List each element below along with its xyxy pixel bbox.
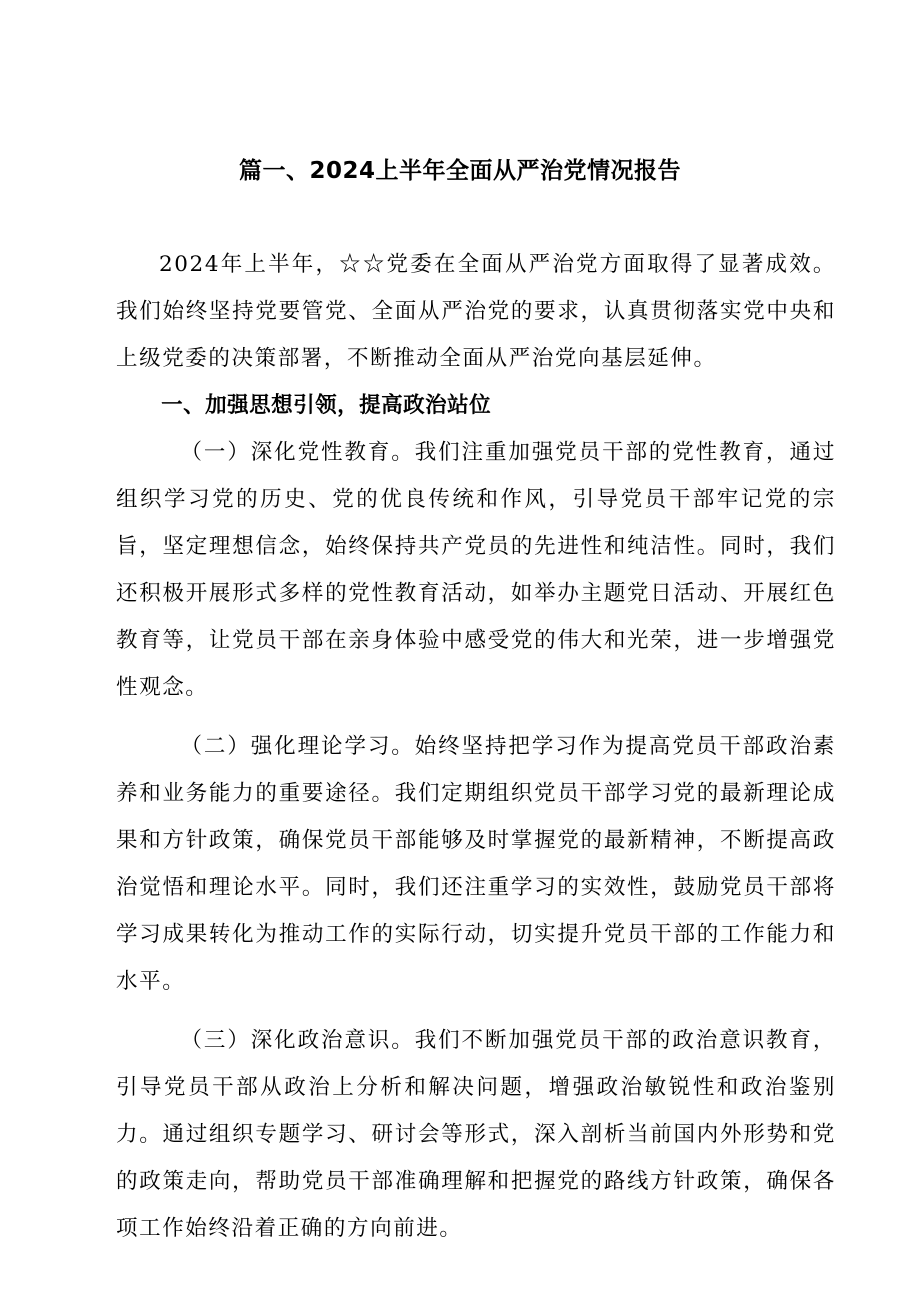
paragraph-theory-study: （二）强化理论学习。始终坚持把学习作为提高党员干部政治素养和业务能力的重要途径。我们定期组织党员干部学习党的最新理论成果和方针政策，确保党员干部能够及时掌握党的最新精神，不断提高政治觉悟和理论水平。同时，我们还注重学习的实效性，鼓励党员干部将学习成果转化为推动工作的实际行动，切实提升党员干部的工作能力和水平。 — [116, 734, 836, 994]
paragraph-political-awareness: （三）深化政治意识。我们不断加强党员干部的政治意识教育，引导党员干部从政治上分析和解决问题，增强政治敏锐性和政治鉴别力。通过组织专题学习、研讨会等形式，深入剖析当前国内外形势和党的政策走向，帮助党员干部准确理解和把握党的路线方针政策，确保各项工作始终沿着正确的方向前进。 — [116, 1028, 836, 1241]
paragraph-party-spirit-education: （一）深化党性教育。我们注重加强党员干部的党性教育，通过组织学习党的历史、党的优良传统和作风，引导党员干部牢记党的宗旨，坚定理想信念，始终保持共产党员的先进性和纯洁性。同时，我们还积极开展形式多样的党性教育活动，如举办主题党日活动、开展红色教育等，让党员干部在亲身体验中感受党的伟大和光荣，进一步增强党性观念。 — [116, 440, 836, 700]
section-heading: 一、加强思想引领，提高政治站位 — [161, 393, 492, 418]
intro-paragraph: 2024年上半年，☆☆党委在全面从严治党方面取得了显著成效。我们始终坚持党要管党、全面从严治党的要求，认真贯彻落实党中央和上级党委的决策部署，不断推动全面从严治党向基层延伸。 — [116, 252, 836, 371]
document-title: 篇一、2024上半年全面从严治党情况报告 — [238, 158, 681, 184]
document-body — [116, 241, 836, 1252]
